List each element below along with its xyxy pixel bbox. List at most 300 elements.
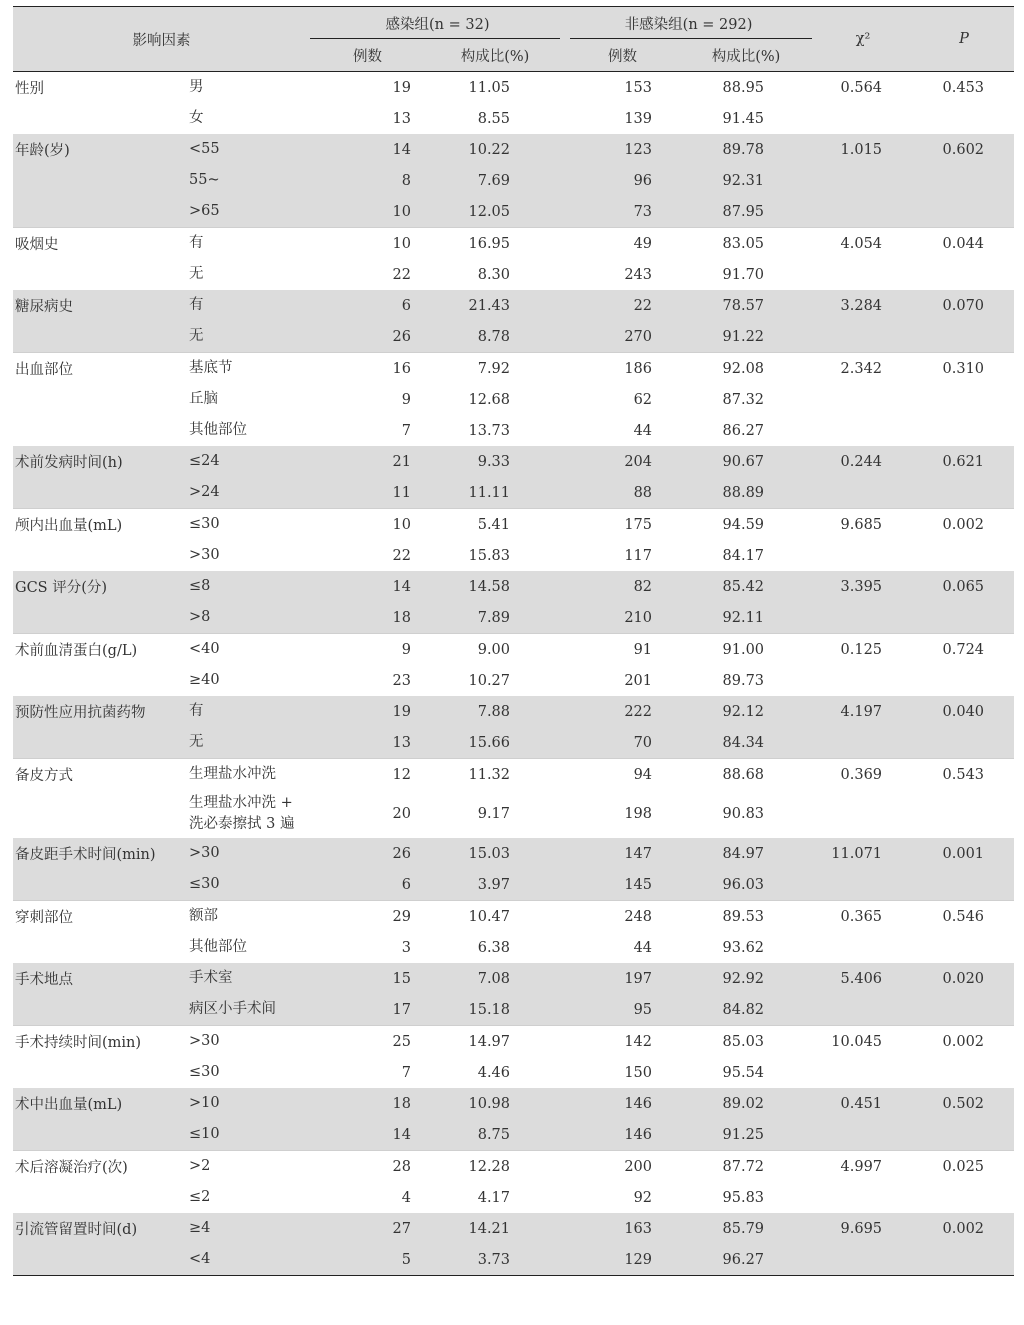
p-value-cell — [914, 1182, 1014, 1213]
level-cell: 有 — [187, 290, 310, 321]
infected-ratio-cell: 15.83 — [468, 547, 511, 564]
noninfected-ratio-cell: 91.45 — [722, 110, 765, 127]
p-value-cell: 0.453 — [942, 79, 985, 96]
header-factor: 影响因素 — [13, 7, 310, 72]
infected-count-cell: 16 — [310, 353, 425, 385]
noninfected-count-cell: 123 — [565, 134, 680, 165]
chi-square-cell — [812, 415, 914, 446]
noninfected-ratio-cell: 89.53 — [680, 901, 812, 933]
infected-ratio-cell: 8.30 — [477, 266, 511, 283]
factor-cell: 吸烟史 — [13, 228, 187, 260]
noninfected-ratio-cell: 87.32 — [722, 391, 765, 408]
chi-square-cell — [812, 196, 914, 228]
infected-count-cell: 18 — [310, 1088, 425, 1119]
chi-square-cell — [812, 602, 914, 634]
level-cell: 基底节 — [187, 353, 310, 385]
noninfected-count-cell: 73 — [565, 196, 680, 228]
table-body — [13, 72, 1014, 1276]
infected-ratio-cell: 8.75 — [425, 1119, 565, 1151]
p-value-cell — [914, 665, 1014, 696]
level-cell: ≤30 — [187, 869, 310, 901]
level-cell: ≤30 — [187, 509, 310, 541]
infected-count-cell: 6 — [310, 290, 425, 321]
noninfected-ratio-cell: 90.67 — [680, 446, 812, 477]
factor-cell: 糖尿病史 — [13, 290, 187, 321]
noninfected-count-cell: 70 — [565, 727, 680, 759]
factor-cell — [13, 384, 187, 415]
noninfected-ratio-cell: 95.83 — [722, 1189, 765, 1206]
noninfected-ratio-cell: 88.68 — [680, 759, 812, 791]
p-value-cell — [914, 384, 1014, 415]
table-row — [13, 415, 1014, 446]
factor-cell: 年龄(岁) — [13, 134, 187, 165]
factor-cell: 引流管留置时间(d) — [13, 1213, 187, 1244]
chi-square-cell: 5.406 — [812, 963, 914, 994]
infected-ratio-cell: 7.08 — [425, 963, 565, 994]
factor-cell — [13, 869, 187, 901]
noninfected-ratio-cell: 85.42 — [680, 571, 812, 602]
infected-ratio-cell: 11.32 — [425, 759, 565, 791]
factor-cell: 颅内出血量(mL) — [13, 509, 187, 541]
infected-count-cell: 3 — [401, 939, 411, 956]
level-cell: 病区小手术间 — [187, 994, 310, 1026]
table-row — [13, 540, 1014, 571]
level-cell: 女 — [189, 110, 204, 126]
table-row — [13, 290, 1014, 321]
factor-cell — [13, 602, 187, 634]
noninfected-ratio-cell: 84.34 — [680, 727, 812, 759]
infected-ratio-cell: 15.03 — [425, 838, 565, 869]
table-row — [13, 790, 1014, 838]
chi-square-cell — [812, 540, 914, 571]
factor-cell: GCS 评分(分) — [13, 571, 187, 602]
infected-ratio-cell: 21.43 — [425, 290, 565, 321]
level-cell: ≤2 — [189, 1189, 211, 1205]
infected-ratio-cell: 13.73 — [468, 422, 511, 439]
p-value-cell — [914, 994, 1014, 1026]
noninfected-ratio-cell: 92.11 — [680, 602, 812, 634]
level-cell: 手术室 — [187, 963, 310, 994]
chi-square-cell — [812, 477, 914, 509]
table-row — [13, 994, 1014, 1026]
noninfected-count-cell: 175 — [565, 509, 680, 541]
factor-cell: 术前血清蛋白(g/L) — [13, 634, 187, 666]
chi-square-cell — [812, 869, 914, 901]
noninfected-ratio-cell: 92.08 — [680, 353, 812, 385]
noninfected-ratio-cell: 89.78 — [680, 134, 812, 165]
table-row — [13, 1119, 1014, 1151]
p-value-cell: 0.065 — [914, 571, 1014, 602]
p-value-cell: 0.621 — [914, 446, 1014, 477]
noninfected-ratio-cell: 92.92 — [680, 963, 812, 994]
infected-ratio-cell: 3.73 — [425, 1244, 565, 1276]
infected-ratio-cell: 8.55 — [477, 110, 511, 127]
p-value-cell: 0.543 — [914, 759, 1014, 791]
noninfected-ratio-cell: 95.54 — [722, 1064, 765, 1081]
p-value-cell — [914, 196, 1014, 228]
infected-ratio-cell: 11.05 — [468, 79, 511, 96]
chi-square-cell — [812, 103, 914, 134]
p-value-cell: 0.070 — [914, 290, 1014, 321]
infected-count-cell: 17 — [310, 994, 425, 1026]
chi-square-cell — [812, 1244, 914, 1276]
noninfected-count-cell: 243 — [624, 266, 653, 283]
p-value-cell — [914, 259, 1014, 290]
p-value-cell — [914, 869, 1014, 901]
noninfected-ratio-cell: 87.95 — [680, 196, 812, 228]
noninfected-count-cell: 153 — [624, 79, 653, 96]
header-group-noninfected-label: 非感染组(n = 292) — [624, 16, 753, 33]
chi-square-cell: 0.451 — [812, 1088, 914, 1119]
chi-square-cell: 3.395 — [812, 571, 914, 602]
table-row — [13, 838, 1014, 869]
p-value-cell — [914, 415, 1014, 446]
p-value-cell: 0.025 — [914, 1151, 1014, 1183]
chi-square-cell — [812, 321, 914, 353]
factor-cell — [13, 103, 187, 134]
level-cell: >65 — [187, 196, 310, 228]
p-value-cell — [914, 103, 1014, 134]
chi-square-cell — [812, 384, 914, 415]
chi-square-cell: 3.284 — [812, 290, 914, 321]
noninfected-ratio-cell: 89.02 — [680, 1088, 812, 1119]
noninfected-ratio-cell: 88.95 — [722, 79, 765, 96]
p-value-cell: 0.602 — [914, 134, 1014, 165]
table-row — [13, 196, 1014, 228]
level-cell: <4 — [187, 1244, 310, 1276]
noninfected-count-cell: 163 — [565, 1213, 680, 1244]
infected-ratio-cell: 7.69 — [425, 165, 565, 196]
level-cell: >24 — [187, 477, 310, 509]
noninfected-ratio-cell: 89.73 — [722, 672, 765, 689]
chi-square-cell — [812, 994, 914, 1026]
noninfected-ratio-cell: 94.59 — [680, 509, 812, 541]
infected-ratio-cell: 7.89 — [425, 602, 565, 634]
table-header — [13, 7, 1014, 72]
infected-ratio-cell: 10.47 — [425, 901, 565, 933]
infected-count-cell: 6 — [310, 869, 425, 901]
infected-ratio-cell: 4.46 — [477, 1064, 511, 1081]
table-row — [13, 509, 1014, 541]
level-cell: 有 — [187, 696, 310, 727]
noninfected-count-cell: 44 — [633, 939, 653, 956]
table-row — [13, 103, 1014, 134]
noninfected-count-cell: 204 — [565, 446, 680, 477]
infected-count-cell: 14 — [310, 1119, 425, 1151]
factor-cell: 穿刺部位 — [13, 901, 187, 933]
infected-ratio-cell: 6.38 — [477, 939, 511, 956]
header-group-infected-label: 感染组(n = 32) — [385, 16, 490, 33]
noninfected-count-cell: 248 — [565, 901, 680, 933]
p-value-cell: 0.020 — [914, 963, 1014, 994]
infected-count-cell: 10 — [310, 196, 425, 228]
chi-square-cell: 4.197 — [812, 696, 914, 727]
table-row — [13, 696, 1014, 727]
noninfected-ratio-cell: 96.27 — [680, 1244, 812, 1276]
header-p-value: P — [914, 7, 1014, 72]
header-group-infected — [310, 7, 565, 40]
infected-ratio-cell: 10.27 — [468, 672, 511, 689]
chi-square-cell: 10.045 — [812, 1026, 914, 1058]
factor-cell: 备皮方式 — [13, 759, 187, 791]
p-value-cell — [914, 727, 1014, 759]
p-value-cell — [914, 1244, 1014, 1276]
header-chi-square: χ² — [812, 7, 914, 72]
table-row — [13, 932, 1014, 963]
infected-count-cell: 18 — [310, 602, 425, 634]
noninfected-ratio-cell: 93.62 — [722, 939, 765, 956]
table-row — [13, 477, 1014, 509]
table-row — [13, 259, 1014, 290]
noninfected-ratio-cell: 91.22 — [680, 321, 812, 353]
chi-square-cell: 0.125 — [812, 634, 914, 666]
infected-ratio-cell: 7.92 — [425, 353, 565, 385]
risk-factor-table — [13, 6, 1014, 1276]
chi-square-cell — [812, 932, 914, 963]
table-row — [13, 727, 1014, 759]
noninfected-count-cell: 49 — [565, 228, 680, 260]
infected-ratio-cell: 8.78 — [425, 321, 565, 353]
infected-count-cell: 22 — [392, 547, 411, 564]
chi-square-cell: 9.695 — [812, 1213, 914, 1244]
infected-count-cell: 22 — [392, 266, 411, 283]
noninfected-ratio-cell: 88.89 — [680, 477, 812, 509]
table-row — [13, 571, 1014, 602]
table-row — [13, 384, 1014, 415]
table-row — [13, 901, 1014, 933]
factor-cell: 手术地点 — [13, 963, 187, 994]
level-cell: <40 — [187, 634, 310, 666]
noninfected-count-cell: 96 — [565, 165, 680, 196]
noninfected-ratio-cell: 92.12 — [680, 696, 812, 727]
infected-count-cell: 4 — [401, 1189, 411, 1206]
infected-count-cell: 19 — [392, 79, 411, 96]
level-cell: >8 — [187, 602, 310, 634]
table-row — [13, 72, 1014, 104]
infected-ratio-cell: 12.28 — [425, 1151, 565, 1183]
level-cell: >30 — [189, 547, 220, 563]
noninfected-count-cell: 222 — [565, 696, 680, 727]
table-row — [13, 228, 1014, 260]
level-cell: ≥4 — [187, 1213, 310, 1244]
chi-square-cell — [812, 1119, 914, 1151]
table-row — [13, 1026, 1014, 1058]
noninfected-ratio-cell: 84.97 — [680, 838, 812, 869]
factor-cell — [13, 1057, 187, 1088]
level-cell: 其他部位 — [189, 422, 247, 438]
infected-ratio-cell: 14.58 — [425, 571, 565, 602]
level-cell: 男 — [189, 79, 204, 95]
factor-cell — [13, 540, 187, 571]
p-value-cell — [914, 790, 1014, 838]
infected-count-cell: 26 — [310, 838, 425, 869]
factor-cell — [13, 790, 187, 838]
factor-cell — [13, 727, 187, 759]
infected-count-cell: 25 — [310, 1026, 425, 1058]
chi-square-cell — [812, 165, 914, 196]
noninfected-count-cell: 62 — [633, 391, 653, 408]
noninfected-ratio-cell: 91.00 — [680, 634, 812, 666]
level-cell — [187, 790, 310, 838]
noninfected-count-cell: 95 — [565, 994, 680, 1026]
p-value-cell — [914, 477, 1014, 509]
factor-cell — [13, 165, 187, 196]
noninfected-ratio-cell: 85.79 — [680, 1213, 812, 1244]
level-cell: 无 — [189, 266, 204, 282]
infected-count-cell: 15 — [310, 963, 425, 994]
infected-count-cell: 9 — [401, 391, 411, 408]
level-cell: ≤30 — [189, 1064, 220, 1080]
infected-count-cell: 9 — [310, 634, 425, 666]
factor-cell — [13, 1182, 187, 1213]
table-row — [13, 1213, 1014, 1244]
infected-count-cell: 27 — [310, 1213, 425, 1244]
noninfected-count-cell: 270 — [565, 321, 680, 353]
factor-cell: 性别 — [15, 81, 44, 97]
infected-ratio-cell: 4.17 — [477, 1189, 511, 1206]
p-value-cell: 0.502 — [914, 1088, 1014, 1119]
infected-count-cell: 13 — [310, 727, 425, 759]
level-cell: 无 — [187, 727, 310, 759]
p-value-cell: 0.546 — [914, 901, 1014, 933]
noninfected-count-cell: 146 — [565, 1119, 680, 1151]
noninfected-ratio-cell: 92.31 — [680, 165, 812, 196]
noninfected-count-cell: 22 — [565, 290, 680, 321]
level-cell: 生理盐水冲洗 — [187, 759, 310, 791]
infected-count-cell: 14 — [310, 134, 425, 165]
p-value-cell — [914, 602, 1014, 634]
noninfected-count-cell: 145 — [565, 869, 680, 901]
level-cell: >30 — [187, 1026, 310, 1058]
infected-count-cell: 23 — [392, 672, 411, 689]
infected-ratio-cell: 10.98 — [425, 1088, 565, 1119]
factor-cell: 出血部位 — [13, 353, 187, 385]
infected-count-cell: 13 — [392, 110, 411, 127]
infected-count-cell: 19 — [310, 696, 425, 727]
table-row — [13, 963, 1014, 994]
p-value-cell: 0.044 — [914, 228, 1014, 260]
noninfected-count-cell: 139 — [624, 110, 653, 127]
infected-ratio-cell: 7.88 — [425, 696, 565, 727]
level-cell: >30 — [187, 838, 310, 869]
infected-ratio-cell: 9.33 — [425, 446, 565, 477]
factor-cell — [13, 321, 187, 353]
level-line-1: 生理盐水冲洗 + — [189, 795, 293, 811]
p-value-cell — [914, 932, 1014, 963]
infected-ratio-cell: 3.97 — [425, 869, 565, 901]
noninfected-ratio-cell: 91.25 — [680, 1119, 812, 1151]
chi-square-cell: 2.342 — [812, 353, 914, 385]
table-row — [13, 759, 1014, 791]
level-cell: ≤10 — [187, 1119, 310, 1151]
noninfected-ratio-cell: 90.83 — [722, 806, 765, 822]
noninfected-ratio-cell: 78.57 — [680, 290, 812, 321]
noninfected-count-cell: 117 — [624, 547, 653, 564]
p-value-cell: 0.002 — [914, 1026, 1014, 1058]
header-group-noninfected — [565, 7, 812, 40]
level-cell: <55 — [187, 134, 310, 165]
noninfected-count-cell: 82 — [565, 571, 680, 602]
infected-ratio-cell: 12.05 — [425, 196, 565, 228]
chi-square-cell: 1.015 — [812, 134, 914, 165]
header-ratio-noninfected: 构成比(%) — [680, 39, 812, 72]
noninfected-ratio-cell: 84.82 — [680, 994, 812, 1026]
noninfected-ratio-cell: 86.27 — [722, 422, 765, 439]
table-row — [13, 1088, 1014, 1119]
infected-ratio-cell: 9.17 — [477, 806, 511, 822]
factor-cell: 术中出血量(mL) — [13, 1088, 187, 1119]
noninfected-count-cell: 92 — [633, 1189, 653, 1206]
table-row — [13, 1057, 1014, 1088]
p-value-cell: 0.001 — [914, 838, 1014, 869]
noninfected-ratio-cell: 96.03 — [680, 869, 812, 901]
p-value-cell — [914, 1057, 1014, 1088]
infected-ratio-cell: 5.41 — [425, 509, 565, 541]
level-cell: 有 — [187, 228, 310, 260]
p-value-cell: 0.310 — [914, 353, 1014, 385]
chi-square-cell — [812, 790, 914, 838]
p-value-cell — [914, 321, 1014, 353]
infected-ratio-cell: 11.11 — [425, 477, 565, 509]
table-row — [13, 165, 1014, 196]
table-row — [13, 634, 1014, 666]
level-cell: 无 — [187, 321, 310, 353]
infected-ratio-cell: 14.21 — [425, 1213, 565, 1244]
table-row — [13, 665, 1014, 696]
p-value-cell: 0.724 — [914, 634, 1014, 666]
chi-square-cell — [812, 665, 914, 696]
infected-count-cell: 21 — [310, 446, 425, 477]
infected-ratio-cell: 15.18 — [425, 994, 565, 1026]
infected-ratio-cell: 16.95 — [425, 228, 565, 260]
noninfected-count-cell: 129 — [565, 1244, 680, 1276]
level-cell: ≥40 — [189, 672, 220, 688]
factor-cell: 预防性应用抗菌药物 — [13, 696, 187, 727]
chi-square-cell — [812, 1182, 914, 1213]
infected-ratio-cell: 12.68 — [468, 391, 511, 408]
chi-square-cell — [812, 727, 914, 759]
noninfected-count-cell: 200 — [565, 1151, 680, 1183]
level-line-2: 洗必泰擦拭 3 遍 — [189, 816, 295, 832]
table-row — [13, 321, 1014, 353]
p-value-cell — [914, 165, 1014, 196]
p-value-cell — [914, 540, 1014, 571]
infected-ratio-cell: 9.00 — [425, 634, 565, 666]
p-value-cell — [914, 1119, 1014, 1151]
infected-count-cell: 12 — [310, 759, 425, 791]
noninfected-count-cell: 201 — [624, 672, 653, 689]
chi-square-cell: 11.071 — [812, 838, 914, 869]
header-count-noninfected: 例数 — [565, 39, 680, 72]
table-row — [13, 1151, 1014, 1183]
noninfected-ratio-cell: 91.70 — [722, 266, 765, 283]
infected-count-cell: 10 — [310, 509, 425, 541]
noninfected-count-cell: 94 — [565, 759, 680, 791]
chi-square-cell: 4.997 — [812, 1151, 914, 1183]
table-row — [13, 602, 1014, 634]
level-cell: ≤24 — [187, 446, 310, 477]
infected-count-cell: 8 — [310, 165, 425, 196]
infected-count-cell: 14 — [310, 571, 425, 602]
infected-count-cell: 20 — [392, 806, 411, 822]
level-cell: 其他部位 — [189, 939, 247, 955]
p-value-cell: 0.002 — [914, 509, 1014, 541]
infected-ratio-cell: 10.22 — [425, 134, 565, 165]
noninfected-count-cell: 91 — [565, 634, 680, 666]
noninfected-count-cell: 147 — [565, 838, 680, 869]
chi-square-cell — [812, 259, 914, 290]
table-row — [13, 446, 1014, 477]
